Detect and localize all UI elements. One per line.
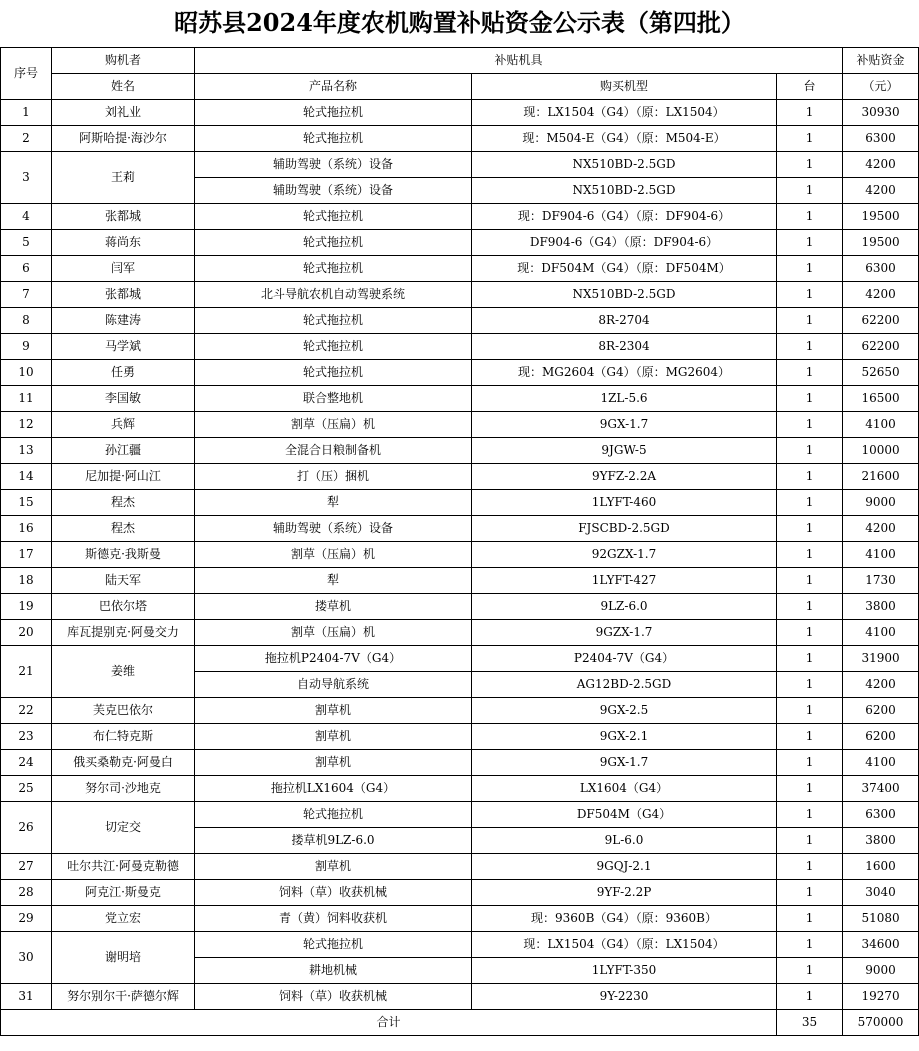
machine-model: NX510BD-2.5GD	[472, 178, 777, 204]
row-seq: 24	[1, 750, 52, 776]
buyer-name: 任勇	[52, 360, 195, 386]
subsidy-amount: 4200	[843, 152, 919, 178]
machine-model: P2404-7V（G4）	[472, 646, 777, 672]
product-name: 饲料（草）收获机械	[195, 880, 472, 906]
buyer-name: 阿斯哈提·海沙尔	[52, 126, 195, 152]
row-seq: 19	[1, 594, 52, 620]
buyer-name: 兵辉	[52, 412, 195, 438]
subsidy-amount: 6300	[843, 126, 919, 152]
unit-count: 1	[777, 594, 843, 620]
table-row	[1, 490, 919, 516]
total-row	[1, 1010, 919, 1036]
machine-model: DF504M（G4）	[472, 802, 777, 828]
row-seq: 26	[1, 802, 52, 854]
row-seq: 31	[1, 984, 52, 1010]
unit-count: 1	[777, 646, 843, 672]
header-product: 产品名称	[195, 74, 472, 100]
row-seq: 16	[1, 516, 52, 542]
row-seq: 7	[1, 282, 52, 308]
unit-count: 1	[777, 386, 843, 412]
buyer-name: 布仁特克斯	[52, 724, 195, 750]
row-seq: 29	[1, 906, 52, 932]
unit-count: 1	[777, 178, 843, 204]
table-row	[1, 984, 919, 1010]
header-buyer: 购机者	[52, 48, 195, 74]
machine-model: 现：LX1504（G4）（原：LX1504）	[472, 932, 777, 958]
buyer-name: 尼加提·阿山江	[52, 464, 195, 490]
machine-model: 现：DF904-6（G4）（原：DF904-6）	[472, 204, 777, 230]
unit-count: 1	[777, 152, 843, 178]
product-name: 轮式拖拉机	[195, 360, 472, 386]
unit-count: 1	[777, 360, 843, 386]
row-seq: 12	[1, 412, 52, 438]
machine-model: 9YF-2.2P	[472, 880, 777, 906]
machine-model: 8R-2704	[472, 308, 777, 334]
subsidy-amount: 6200	[843, 724, 919, 750]
buyer-name: 张都城	[52, 282, 195, 308]
product-name: 割草（压扁）机	[195, 620, 472, 646]
buyer-name: 张都城	[52, 204, 195, 230]
subsidy-amount: 1730	[843, 568, 919, 594]
table-row	[1, 126, 919, 152]
subsidy-amount: 4200	[843, 282, 919, 308]
header-row-2	[1, 74, 919, 100]
row-seq: 30	[1, 932, 52, 984]
page-title: 昭苏县2024年度农机购置补贴资金公示表（第四批）	[174, 8, 745, 37]
buyer-name: 王莉	[52, 152, 195, 204]
buyer-name: 程杰	[52, 516, 195, 542]
table-row	[1, 438, 919, 464]
unit-count: 1	[777, 750, 843, 776]
product-name: 全混合日粮制备机	[195, 438, 472, 464]
row-seq: 8	[1, 308, 52, 334]
subsidy-amount: 6300	[843, 802, 919, 828]
product-name: 搂草机	[195, 594, 472, 620]
machine-model: NX510BD-2.5GD	[472, 152, 777, 178]
row-seq: 25	[1, 776, 52, 802]
row-seq: 22	[1, 698, 52, 724]
machine-model: 9GX-2.1	[472, 724, 777, 750]
row-seq: 27	[1, 854, 52, 880]
product-name: 辅助驾驶（系统）设备	[195, 152, 472, 178]
subsidy-amount: 6300	[843, 256, 919, 282]
subsidy-amount: 51080	[843, 906, 919, 932]
header-row-1	[1, 48, 919, 74]
machine-model: 现：9360B（G4）（原：9360B）	[472, 906, 777, 932]
product-name: 拖拉机LX1604（G4）	[195, 776, 472, 802]
subsidy-amount: 6200	[843, 698, 919, 724]
total-qty: 35	[777, 1010, 843, 1036]
product-name: 轮式拖拉机	[195, 802, 472, 828]
table-row	[1, 204, 919, 230]
machine-model: 9GQJ-2.1	[472, 854, 777, 880]
buyer-name: 努尔司·沙地克	[52, 776, 195, 802]
subsidy-table	[0, 47, 919, 1036]
subsidy-amount: 9000	[843, 490, 919, 516]
machine-model: 1ZL-5.6	[472, 386, 777, 412]
row-seq: 6	[1, 256, 52, 282]
table-row	[1, 152, 919, 178]
unit-count: 1	[777, 516, 843, 542]
unit-count: 1	[777, 958, 843, 984]
buyer-name: 俄买桑勒克·阿曼白	[52, 750, 195, 776]
subsidy-amount: 16500	[843, 386, 919, 412]
row-seq: 14	[1, 464, 52, 490]
table-row	[1, 620, 919, 646]
subsidy-amount: 34600	[843, 932, 919, 958]
subsidy-amount: 62200	[843, 334, 919, 360]
row-seq: 10	[1, 360, 52, 386]
table-row	[1, 334, 919, 360]
product-name: 打（压）捆机	[195, 464, 472, 490]
buyer-name: 谢明培	[52, 932, 195, 984]
unit-count: 1	[777, 282, 843, 308]
row-seq: 28	[1, 880, 52, 906]
buyer-name: 刘礼业	[52, 100, 195, 126]
header-yuan: （元）	[843, 74, 919, 100]
product-name: 犁	[195, 490, 472, 516]
buyer-name: 马学斌	[52, 334, 195, 360]
product-name: 割草（压扁）机	[195, 412, 472, 438]
machine-model: 9YFZ-2.2A	[472, 464, 777, 490]
unit-count: 1	[777, 984, 843, 1010]
row-seq: 17	[1, 542, 52, 568]
row-seq: 20	[1, 620, 52, 646]
row-seq: 3	[1, 152, 52, 204]
machine-model: 9LZ-6.0	[472, 594, 777, 620]
product-name: 北斗导航农机自动驾驶系统	[195, 282, 472, 308]
unit-count: 1	[777, 334, 843, 360]
table-row	[1, 594, 919, 620]
buyer-name: 吐尔共江·阿曼克勒德	[52, 854, 195, 880]
unit-count: 1	[777, 698, 843, 724]
table-row	[1, 776, 919, 802]
product-name: 搂草机9LZ-6.0	[195, 828, 472, 854]
subsidy-amount: 30930	[843, 100, 919, 126]
machine-model: 9GX-1.7	[472, 750, 777, 776]
machine-model: 9L-6.0	[472, 828, 777, 854]
product-name: 轮式拖拉机	[195, 256, 472, 282]
machine-model: 9JGW-5	[472, 438, 777, 464]
subsidy-amount: 4100	[843, 542, 919, 568]
buyer-name: 库瓦提别克·阿曼交力	[52, 620, 195, 646]
buyer-name: 闫军	[52, 256, 195, 282]
row-seq: 18	[1, 568, 52, 594]
unit-count: 1	[777, 932, 843, 958]
unit-count: 1	[777, 256, 843, 282]
product-name: 割草（压扁）机	[195, 542, 472, 568]
subsidy-amount: 19500	[843, 230, 919, 256]
table-row	[1, 360, 919, 386]
row-seq: 15	[1, 490, 52, 516]
total-amount: 570000	[843, 1010, 919, 1036]
row-seq: 23	[1, 724, 52, 750]
subsidy-amount: 3800	[843, 828, 919, 854]
product-name: 拖拉机P2404-7V（G4）	[195, 646, 472, 672]
product-name: 饲料（草）收获机械	[195, 984, 472, 1010]
unit-count: 1	[777, 542, 843, 568]
subsidy-amount: 3040	[843, 880, 919, 906]
table-row	[1, 724, 919, 750]
subsidy-amount: 19270	[843, 984, 919, 1010]
unit-count: 1	[777, 100, 843, 126]
buyer-name: 姜维	[52, 646, 195, 698]
row-seq: 1	[1, 100, 52, 126]
subsidy-amount: 19500	[843, 204, 919, 230]
header-name: 姓名	[52, 74, 195, 100]
buyer-name: 斯德克·我斯曼	[52, 542, 195, 568]
unit-count: 1	[777, 828, 843, 854]
machine-model: 现：M504-E（G4）（原：M504-E）	[472, 126, 777, 152]
table-row	[1, 412, 919, 438]
subsidy-amount: 4100	[843, 412, 919, 438]
header-seq: 序号	[1, 48, 52, 100]
subsidy-amount: 1600	[843, 854, 919, 880]
subsidy-amount: 4200	[843, 516, 919, 542]
product-name: 轮式拖拉机	[195, 204, 472, 230]
machine-model: 8R-2304	[472, 334, 777, 360]
machine-model: 9GX-2.5	[472, 698, 777, 724]
subsidy-amount: 9000	[843, 958, 919, 984]
unit-count: 1	[777, 230, 843, 256]
product-name: 耕地机械	[195, 958, 472, 984]
subsidy-amount: 62200	[843, 308, 919, 334]
machine-model: FJSCBD-2.5GD	[472, 516, 777, 542]
unit-count: 1	[777, 802, 843, 828]
unit-count: 1	[777, 854, 843, 880]
unit-count: 1	[777, 438, 843, 464]
table-row	[1, 750, 919, 776]
buyer-name: 切定交	[52, 802, 195, 854]
subsidy-amount: 10000	[843, 438, 919, 464]
table-row	[1, 542, 919, 568]
row-seq: 13	[1, 438, 52, 464]
header-units: 台	[777, 74, 843, 100]
buyer-name: 蒋尚东	[52, 230, 195, 256]
header-subsidy: 补贴资金	[843, 48, 919, 74]
subsidy-amount: 31900	[843, 646, 919, 672]
buyer-name: 孙江疆	[52, 438, 195, 464]
table-row	[1, 308, 919, 334]
total-label: 合计	[1, 1010, 777, 1036]
header-model: 购买机型	[472, 74, 777, 100]
table-row	[1, 698, 919, 724]
unit-count: 1	[777, 412, 843, 438]
buyer-name: 芙克巴依尔	[52, 698, 195, 724]
row-seq: 5	[1, 230, 52, 256]
row-seq: 9	[1, 334, 52, 360]
machine-model: DF904-6（G4）（原：DF904-6）	[472, 230, 777, 256]
product-name: 辅助驾驶（系统）设备	[195, 516, 472, 542]
unit-count: 1	[777, 204, 843, 230]
unit-count: 1	[777, 880, 843, 906]
machine-model: 现：LX1504（G4）（原：LX1504）	[472, 100, 777, 126]
table-row	[1, 386, 919, 412]
unit-count: 1	[777, 724, 843, 750]
product-name: 割草机	[195, 854, 472, 880]
table-row	[1, 230, 919, 256]
product-name: 割草机	[195, 724, 472, 750]
row-seq: 11	[1, 386, 52, 412]
machine-model: 9GZX-1.7	[472, 620, 777, 646]
machine-model: 现：DF504M（G4）（原：DF504M）	[472, 256, 777, 282]
table-row	[1, 646, 919, 672]
table-body	[1, 48, 919, 1036]
unit-count: 1	[777, 672, 843, 698]
product-name: 轮式拖拉机	[195, 932, 472, 958]
product-name: 犁	[195, 568, 472, 594]
row-seq: 4	[1, 204, 52, 230]
buyer-name: 李国敏	[52, 386, 195, 412]
table-row	[1, 568, 919, 594]
buyer-name: 程杰	[52, 490, 195, 516]
product-name: 轮式拖拉机	[195, 308, 472, 334]
unit-count: 1	[777, 464, 843, 490]
table-row	[1, 932, 919, 958]
machine-model: 1LYFT-427	[472, 568, 777, 594]
unit-count: 1	[777, 308, 843, 334]
table-row	[1, 854, 919, 880]
buyer-name: 党立宏	[52, 906, 195, 932]
table-row	[1, 802, 919, 828]
buyer-name: 巴依尔塔	[52, 594, 195, 620]
unit-count: 1	[777, 126, 843, 152]
machine-model: 1LYFT-460	[472, 490, 777, 516]
machine-model: 现：MG2604（G4）（原：MG2604）	[472, 360, 777, 386]
buyer-name: 陈建涛	[52, 308, 195, 334]
subsidy-amount: 4200	[843, 672, 919, 698]
table-row	[1, 516, 919, 542]
table-row	[1, 880, 919, 906]
product-name: 青（黄）饲料收获机	[195, 906, 472, 932]
buyer-name: 阿克江·斯曼克	[52, 880, 195, 906]
product-name: 割草机	[195, 750, 472, 776]
product-name: 联合整地机	[195, 386, 472, 412]
table-row	[1, 100, 919, 126]
machine-model: AG12BD-2.5GD	[472, 672, 777, 698]
table-row	[1, 256, 919, 282]
header-machine: 补贴机具	[195, 48, 843, 74]
product-name: 轮式拖拉机	[195, 126, 472, 152]
machine-model: 1LYFT-350	[472, 958, 777, 984]
machine-model: 92GZX-1.7	[472, 542, 777, 568]
product-name: 辅助驾驶（系统）设备	[195, 178, 472, 204]
subsidy-amount: 4100	[843, 750, 919, 776]
machine-model: NX510BD-2.5GD	[472, 282, 777, 308]
subsidy-amount: 21600	[843, 464, 919, 490]
buyer-name: 陆天军	[52, 568, 195, 594]
machine-model: 9Y-2230	[472, 984, 777, 1010]
unit-count: 1	[777, 776, 843, 802]
subsidy-amount: 52650	[843, 360, 919, 386]
row-seq: 2	[1, 126, 52, 152]
product-name: 轮式拖拉机	[195, 334, 472, 360]
table-row	[1, 464, 919, 490]
row-seq: 21	[1, 646, 52, 698]
subsidy-amount: 4200	[843, 178, 919, 204]
machine-model: LX1604（G4）	[472, 776, 777, 802]
product-name: 轮式拖拉机	[195, 230, 472, 256]
subsidy-amount: 3800	[843, 594, 919, 620]
table-row	[1, 906, 919, 932]
unit-count: 1	[777, 490, 843, 516]
unit-count: 1	[777, 620, 843, 646]
buyer-name: 努尔别尔干·萨德尔辉	[52, 984, 195, 1010]
product-name: 割草机	[195, 698, 472, 724]
machine-model: 9GX-1.7	[472, 412, 777, 438]
product-name: 自动导航系统	[195, 672, 472, 698]
subsidy-amount: 4100	[843, 620, 919, 646]
subsidy-amount: 37400	[843, 776, 919, 802]
product-name: 轮式拖拉机	[195, 100, 472, 126]
unit-count: 1	[777, 906, 843, 932]
table-row	[1, 282, 919, 308]
unit-count: 1	[777, 568, 843, 594]
